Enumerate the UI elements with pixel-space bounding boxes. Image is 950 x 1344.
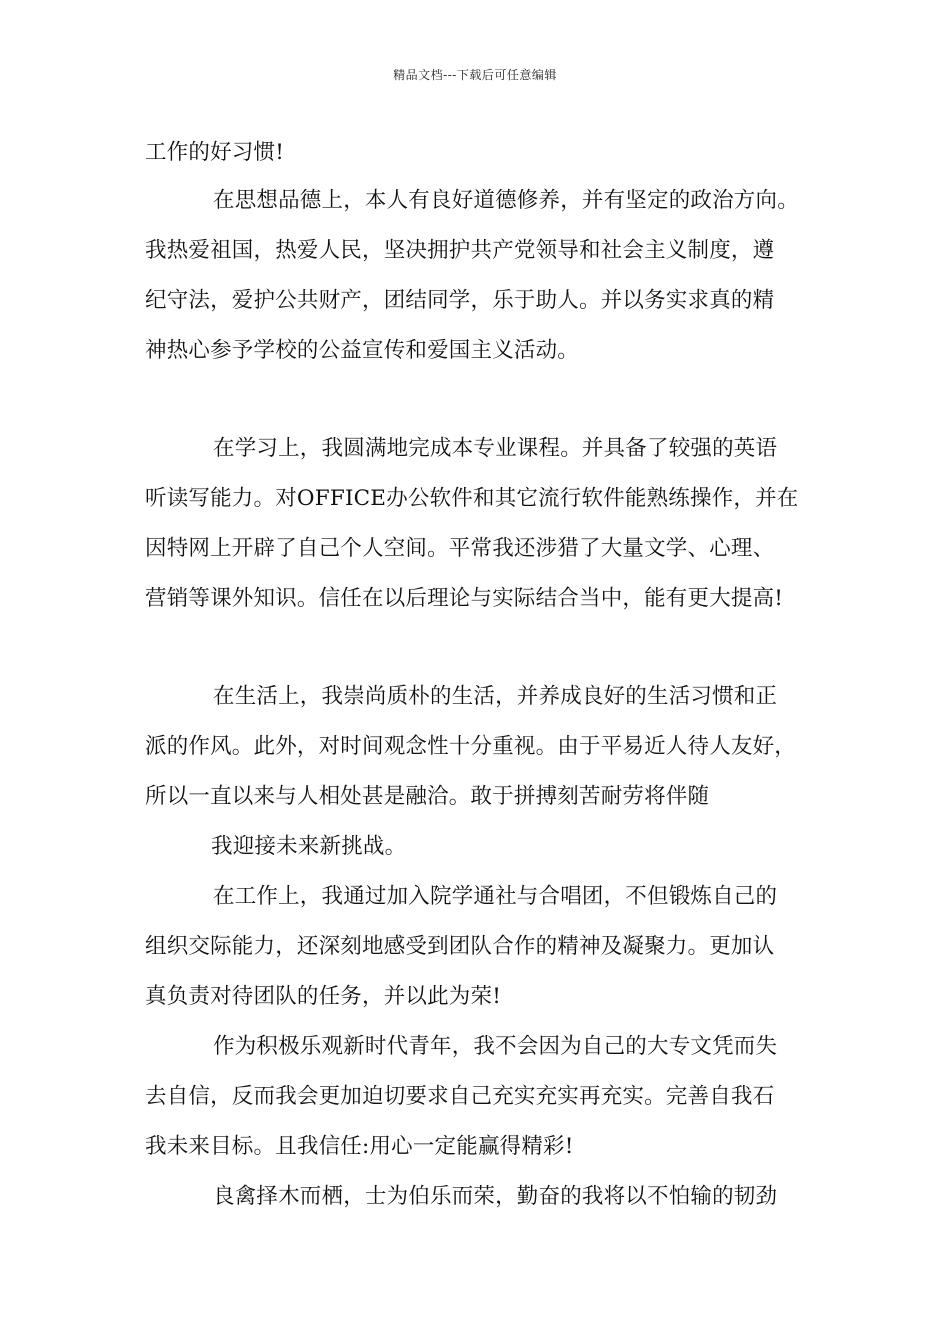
text-line: 组织交际能力，还深刻地感受到团队合作的精神及凝聚力。更加认 bbox=[145, 934, 775, 959]
text-line: 在思想品德上，本人有良好道德修养，并有坚定的政治方向。 bbox=[213, 188, 799, 213]
text-line: 我未来目标。且我信任:用心一定能赢得精彩! bbox=[145, 1134, 574, 1159]
text-line: 在学习上，我圆满地完成本专业课程。并具备了较强的英语 bbox=[213, 436, 778, 461]
text-line: 在生活上，我崇尚质朴的生活，并养成良好的生活习惯和正 bbox=[213, 684, 778, 709]
text-line: 真负责对待团队的任务，并以此为荣! bbox=[145, 984, 502, 1009]
text-line: 作为积极乐观新时代青年，我不会因为自己的大专文凭而失 bbox=[213, 1034, 778, 1059]
text-line: 神热心参予学校的公益宣传和爱国主义活动。 bbox=[145, 338, 580, 363]
text-line: 因特网上开辟了自己个人空间。平常我还涉猎了大量文学、心理、 bbox=[145, 536, 775, 561]
text-line: 工作的好习惯! bbox=[145, 140, 285, 165]
text-line: 良禽择木而栖，士为伯乐而荣，勤奋的我将以不怕输的韧劲 bbox=[213, 1184, 778, 1209]
text-line: 我热爱祖国，热爱人民，坚决拥护共产党领导和社会主义制度，遵 bbox=[145, 238, 775, 263]
text-line: 听读写能力。对OFFICE办公软件和其它流行软件能熟练操作，并在 bbox=[145, 486, 799, 511]
text-line: 派的作风。此外，对时间观念性十分重视。由于平易近人待人友好， bbox=[145, 734, 797, 759]
text-line: 营销等课外知识。信任在以后理论与实际结合当中，能有更大提高! bbox=[145, 586, 784, 611]
text-line: 所以一直以来与人相处甚是融洽。敢于拼搏刻苦耐劳将伴随 bbox=[145, 784, 710, 809]
text-line: 去自信，反而我会更加迫切要求自己充实充实再充实。完善自我石 bbox=[145, 1084, 775, 1109]
text-line: 纪守法，爱护公共财产，团结同学，乐于助人。并以务实求真的精 bbox=[145, 288, 775, 313]
text-line: 在工作上，我通过加入院学通社与合唱团，不但锻炼自己的 bbox=[213, 884, 778, 909]
text-line: 我迎接未来新挑战。 bbox=[211, 834, 407, 859]
page-header: 精品文档---下载后可任意编辑 bbox=[393, 68, 557, 82]
